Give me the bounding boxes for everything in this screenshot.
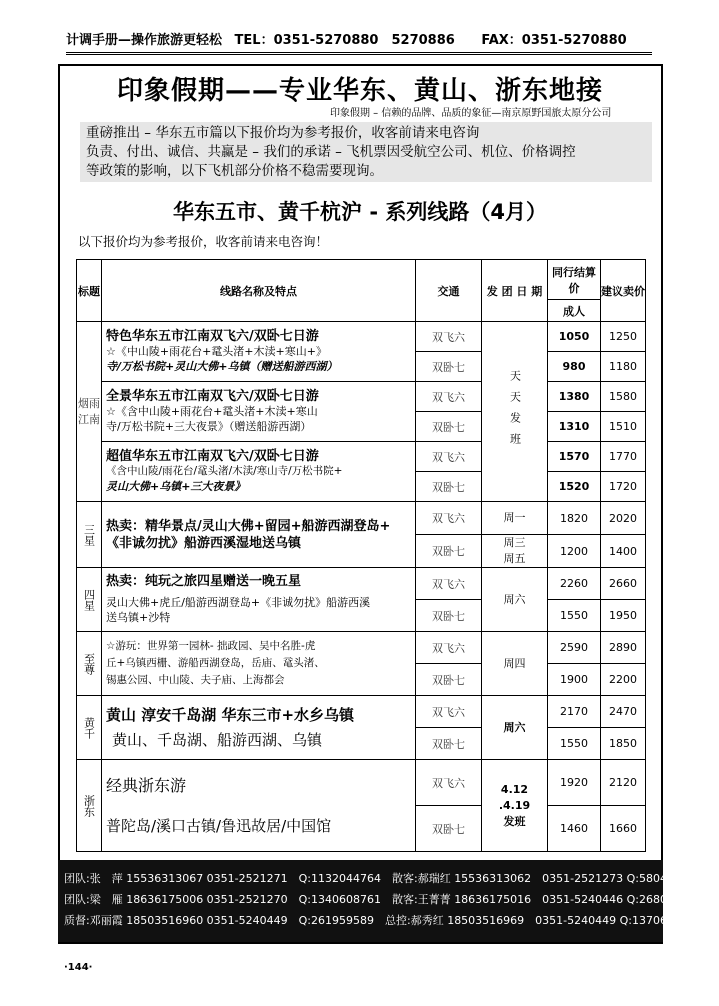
dates-cell: 周六 (482, 568, 548, 632)
category-cell: 至尊 (77, 632, 102, 696)
route-cell (102, 632, 416, 696)
suggested-price: 1580 (601, 382, 646, 412)
transport-cell: 双飞六 (416, 568, 482, 600)
telephone: TEL：0351-5270880 5270886 (234, 33, 455, 48)
dates-cell: 天天发班 (482, 322, 548, 502)
transport-cell: 双卧七 (416, 728, 482, 760)
header-adult: 成人 (548, 300, 601, 322)
price-table (76, 259, 646, 852)
header-peer-price: 同行结算价 (548, 260, 601, 300)
adult-price: 2260 (548, 568, 601, 600)
route-title: 热卖：纯玩之旅四星赠送一晚五星 (106, 574, 302, 589)
contact-box (58, 860, 709, 942)
transport-cell: 双飞六 (416, 502, 482, 535)
transport-cell: 双飞六 (416, 382, 482, 412)
route-cell (102, 442, 416, 502)
dates-cell: 周六 (482, 696, 548, 760)
promo-line: 等政策的影响，以下飞机部分价格不稳需要现询。 (86, 163, 383, 179)
adult-price: 1050 (548, 322, 601, 352)
adult-price: 1200 (548, 535, 601, 568)
route-desc: ☆游玩：世界第一园林- 拙政园、吴中名胜-虎 (106, 640, 316, 652)
category-cell: 黄千 (77, 696, 102, 760)
route-desc: 灵山大佛+乌镇+三大夜景》 (106, 480, 246, 493)
route-cell (102, 760, 416, 852)
adult-price: 1550 (548, 600, 601, 632)
route-desc: 寺/万松书院+三大夜景》（赠送船游西湖） (106, 420, 312, 433)
slogan: 计调手册—操作旅游更轻松 (66, 33, 223, 48)
adult-price: 1550 (548, 728, 601, 760)
transport-cell: 双飞六 (416, 632, 482, 664)
route-title: 超值华东五市江南双飞六/双卧七日游 (106, 449, 319, 464)
adult-price: 1900 (548, 664, 601, 696)
transport-cell: 双卧七 (416, 352, 482, 382)
transport-cell: 双卧七 (416, 412, 482, 442)
route-cell (102, 568, 416, 632)
header-suggested-price: 建议卖价 (601, 260, 646, 322)
route-title: 全景华东五市江南双飞六/双卧七日游 (106, 389, 319, 404)
suggested-price: 1250 (601, 322, 646, 352)
dates-cell: 周四 (482, 632, 548, 696)
suggested-price: 1850 (601, 728, 646, 760)
dates-cell: 周一 (482, 502, 548, 535)
promo-line: 重磅推出 – 华东五市篇以下报价均为参考报价，收客前请来电咨询 (86, 125, 480, 141)
adult-price: 1380 (548, 382, 601, 412)
category-cell: 四星 (77, 568, 102, 632)
header-dates: 发 团 日 期 (482, 260, 548, 322)
category-cell: 三星 (77, 502, 102, 568)
contact-line: 团队:梁 雁 18636175006 0351-2521270 Q:1340608761 散客:王菁菁 18636175016 0351-5240446 Q:2680027646 (64, 893, 709, 906)
header-route: 线路名称及特点 (102, 260, 416, 322)
suggested-price: 2890 (601, 632, 646, 664)
suggested-price: 1510 (601, 412, 646, 442)
transport-cell: 双卧七 (416, 600, 482, 632)
page-headline: 印象假期——专业华东、黄山、浙东地接 (116, 76, 603, 106)
adult-price: 1920 (548, 760, 601, 806)
route-desc: 丘+乌镇西栅、游船西湖登岛，岳庙、鼋头渚、 (106, 657, 325, 669)
route-desc: 寺/万松书院+灵山大佛+乌镇（赠送船游西湖） (106, 360, 338, 373)
adult-price: 1520 (548, 472, 601, 502)
adult-price: 2170 (548, 696, 601, 728)
adult-price: 1570 (548, 442, 601, 472)
route-desc: 灵山大佛+虎丘/船游西湖登岛+《非诚勿扰》船游西溪 (106, 596, 371, 609)
suggested-price: 2120 (601, 760, 646, 806)
promo-box (80, 122, 652, 182)
transport-cell: 双飞六 (416, 696, 482, 728)
transport-cell: 双飞六 (416, 322, 482, 352)
suggested-price: 2020 (601, 502, 646, 535)
suggested-price: 1180 (601, 352, 646, 382)
route-desc: 锡惠公园、中山陵、夫子庙、上海都会 (106, 674, 285, 686)
transport-cell: 双飞六 (416, 442, 482, 472)
route-title: 特色华东五市江南双飞六/双卧七日游 (106, 329, 319, 344)
top-bar (66, 30, 652, 55)
transport-cell: 双卧七 (416, 664, 482, 696)
suggested-price: 2660 (601, 568, 646, 600)
suggested-price: 1720 (601, 472, 646, 502)
promo-line: 负责、付出、诚信、共赢是 – 我们的承诺 – 飞机票因受航空公司、机位、价格调控 (86, 144, 576, 160)
suggested-price: 1770 (601, 442, 646, 472)
route-desc: ☆《中山陵+雨花台+鼋头渚+木渎+寒山+》 (106, 345, 327, 358)
adult-price: 1460 (548, 806, 601, 852)
header-category: 标题 (77, 260, 102, 322)
transport-cell: 双飞六 (416, 760, 482, 806)
section-title: 华东五市、黄千杭沪 - 系列线路（4月） (173, 200, 547, 224)
category-cell: 烟雨江南 (77, 322, 102, 502)
header-transport: 交通 (416, 260, 482, 322)
route-title: 黄山 淳安千岛湖 华东三市+水乡乌镇 (106, 705, 355, 724)
suggested-price: 1400 (601, 535, 646, 568)
adult-price: 980 (548, 352, 601, 382)
transport-cell: 双卧七 (416, 535, 482, 568)
contact-line: 团队:张 萍 15536313067 0351-2521271 Q:1132044764 散客:郝瑞红 15536313062 0351-2521273 Q:580441442 (64, 872, 702, 885)
adult-price: 2590 (548, 632, 601, 664)
price-note: 以下报价均为参考报价，收客前请来电咨询！ (78, 234, 329, 249)
suggested-price: 1660 (601, 806, 646, 852)
route-cell (102, 322, 416, 382)
route-desc: 送乌镇+沙特 (106, 611, 171, 624)
dates-cell: 周三 周五 (482, 535, 548, 568)
route-cell (102, 696, 416, 760)
adult-price: 1310 (548, 412, 601, 442)
page-subline: 印象假期 – 信赖的品牌、品质的象征—南京原野国旅太原分公司 (330, 108, 612, 119)
suggested-price: 2200 (601, 664, 646, 696)
suggested-price: 1950 (601, 600, 646, 632)
dates-cell: 4.12 .4.19 发班 (482, 760, 548, 852)
page-number: ·144· (64, 962, 93, 973)
route-cell (102, 502, 416, 568)
adult-price: 1820 (548, 502, 601, 535)
route-desc: 普陀岛/溪口古镇/鲁迅故居/中国馆 (106, 816, 332, 835)
route-title: 热卖：精华景点/灵山大佛+留园+船游西湖登岛+《非诚勿扰》船游西溪湿地送乌镇 (106, 518, 391, 551)
category-cell: 浙东 (77, 760, 102, 852)
route-desc: 黄山、千岛湖、船游西湖、乌镇 (112, 730, 323, 749)
transport-cell: 双卧七 (416, 806, 482, 852)
route-desc: 《含中山陵/雨花台/鼋头渚/木渎/寒山寺/万松书院+ (106, 465, 343, 477)
fax: FAX：0351-5270880 (481, 33, 627, 48)
route-title: 经典浙东游 (106, 775, 187, 795)
route-desc: ☆《含中山陵+雨花台+鼋头渚+木渎+寒山 (106, 405, 318, 418)
contact-line: 质督:邓丽霞 18503516960 0351-5240449 Q:261959589 总控:郝秀红 18503516969 0351-5240449 Q:13706408 (64, 914, 688, 927)
transport-cell: 双卧七 (416, 472, 482, 502)
suggested-price: 2470 (601, 696, 646, 728)
route-cell (102, 382, 416, 442)
